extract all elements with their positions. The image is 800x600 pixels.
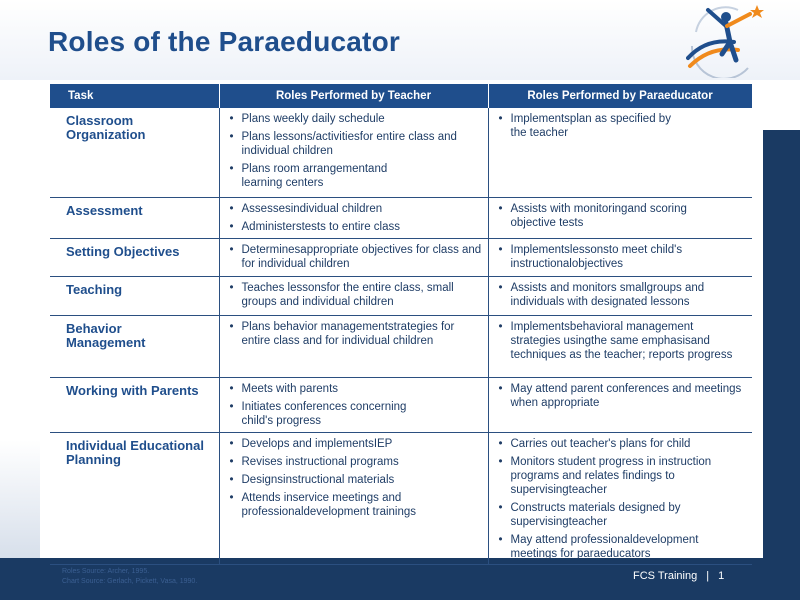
- task-cell: Behavior Management: [50, 315, 219, 377]
- table-row: [50, 238, 752, 276]
- table-row: [50, 432, 752, 564]
- teacher-role-item: • Attends inservice meetings and professionaldevelopment trainings: [226, 491, 482, 519]
- teacher-role-item: • Designsinstructional materials: [226, 473, 482, 487]
- paraeducator-role-item: • Implementslessonsto meet child's instructionalobjectives: [495, 243, 747, 271]
- teacher-role-item: • Plans behavior managementstrategies for entire class and for individual children: [226, 320, 482, 348]
- teacher-role-item: • Teaches lessonsfor the entire class, small groups and individual children: [226, 281, 482, 309]
- teacher-role-item: • Determinesappropriate objectives for class and for individual children: [226, 243, 482, 271]
- footer-training-label: FCS Training: [633, 570, 698, 582]
- teacher-cell: [219, 377, 488, 432]
- paraeducator-role-item: • May attend parent conferences and meetings when appropriate: [495, 382, 747, 410]
- paraeducator-role-item: • Carries out teacher's plans for child: [495, 437, 747, 451]
- person-reaching-star-logo-icon: [686, 2, 766, 78]
- footer-separator: |: [706, 570, 710, 582]
- left-decor-band: [0, 200, 40, 600]
- task-cell: Teaching: [50, 276, 219, 315]
- paraeducator-cell: [488, 238, 752, 276]
- teacher-cell: [219, 238, 488, 276]
- paraeducator-role-item: • Assists and monitors smallgroups and individuals with designated lessons: [495, 281, 747, 309]
- roles-source: Roles Source: Archer, 1995.: [62, 568, 150, 575]
- table-row: [50, 377, 752, 432]
- task-cell: Setting Objectives: [50, 238, 219, 276]
- paraeducator-cell: [488, 315, 752, 377]
- teacher-cell: [219, 197, 488, 238]
- paraeducator-cell: [488, 197, 752, 238]
- teacher-cell: [219, 276, 488, 315]
- page-title: Roles of the Paraeducator: [48, 26, 400, 57]
- table-row: [50, 108, 752, 197]
- task-cell: Individual Educational Planning: [50, 432, 219, 564]
- teacher-role-item: • Revises instructional programs: [226, 455, 482, 469]
- right-decor-band: [760, 130, 800, 600]
- footer-label: [633, 570, 724, 582]
- paraeducator-role-item: • May attend professionaldevelopment meetings for paraeducators: [495, 533, 747, 561]
- table-row: [50, 197, 752, 238]
- table-row: [50, 276, 752, 315]
- teacher-cell: [219, 315, 488, 377]
- paraeducator-role-item: • Assists with monitoringand scoring objective tests: [495, 202, 747, 230]
- paraeducator-cell: [488, 377, 752, 432]
- paraeducator-role-item: • Monitors student progress in instruction programs and relates findings to supervisingteacher: [495, 455, 747, 497]
- task-cell: Classroom Organization: [50, 108, 219, 197]
- task-cell: Assessment: [50, 197, 219, 238]
- paraeducator-role-item: • Implementsplan as specified by the teacher: [495, 112, 747, 140]
- task-cell: Working with Parents: [50, 377, 219, 432]
- teacher-role-item: • Develops and implementsIEP: [226, 437, 482, 451]
- teacher-role-item: • Meets with parents: [226, 382, 482, 396]
- roles-table: [50, 84, 753, 565]
- column-header-task: Task: [50, 84, 219, 108]
- teacher-cell: [219, 108, 488, 197]
- paraeducator-role-item: • Implementsbehavioral management strategies usingthe same emphasisand techniques as the teacher; reports progress: [495, 320, 747, 362]
- teacher-role-item: • Initiates conferences concerning child's progress: [226, 400, 482, 428]
- source-citation: [62, 567, 197, 587]
- page-number: 1: [718, 570, 725, 582]
- teacher-role-item: • Administerstests to entire class: [226, 220, 482, 234]
- column-header-paraeducator: Roles Performed by Paraeducator: [488, 84, 752, 108]
- paraeducator-cell: [488, 108, 752, 197]
- teacher-role-item: • Assessesindividual children: [226, 202, 482, 216]
- teacher-role-item: • Plans weekly daily schedule: [226, 112, 482, 126]
- teacher-role-item: • Plans lessons/activitiesfor entire class and individual children: [226, 130, 482, 158]
- teacher-role-item: • Plans room arrangementand learning centers: [226, 162, 482, 190]
- column-header-teacher: Roles Performed by Teacher: [219, 84, 488, 108]
- paraeducator-cell: [488, 276, 752, 315]
- paraeducator-role-item: • Constructs materials designed by supervisingteacher: [495, 501, 747, 529]
- table-header-row: [50, 84, 752, 108]
- chart-source: Chart Source: Gerlach, Pickett, Vasa, 1990.: [62, 578, 198, 585]
- table-row: [50, 315, 752, 377]
- teacher-cell: [219, 432, 488, 564]
- paraeducator-cell: [488, 432, 752, 564]
